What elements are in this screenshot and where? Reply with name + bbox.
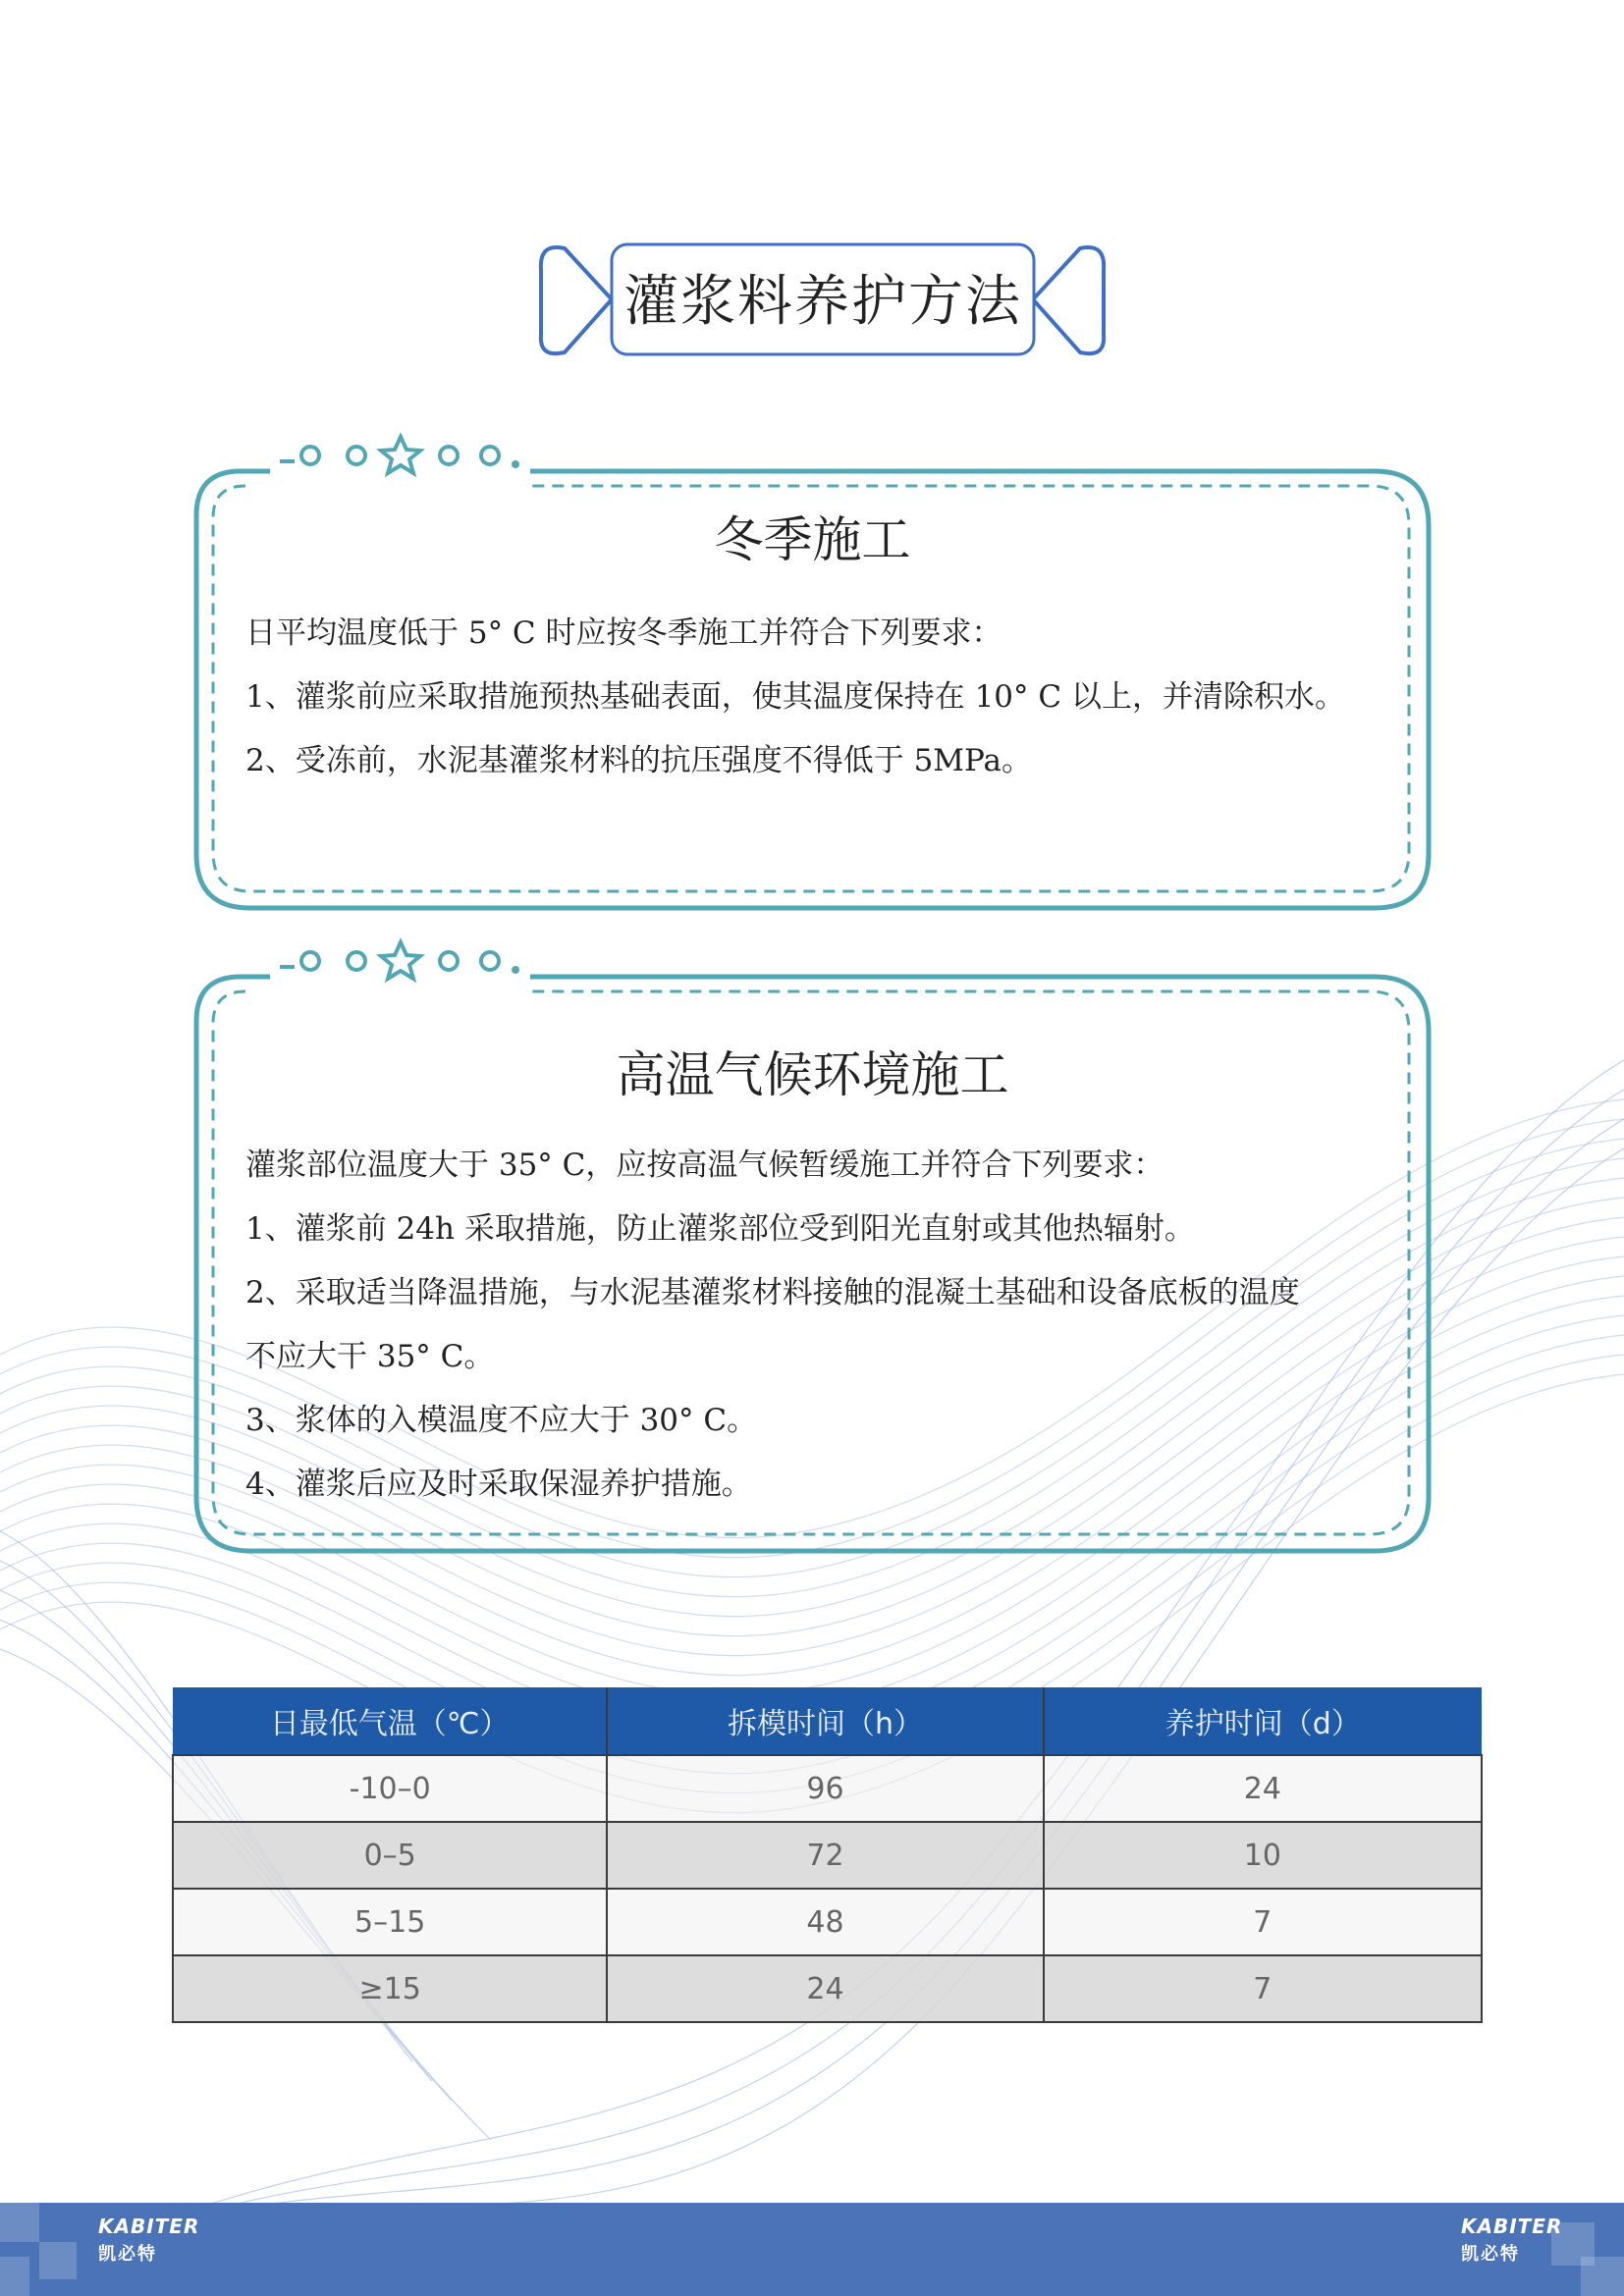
text-line: 不应大干 35° C。 bbox=[245, 1339, 495, 1374]
text-line: 2、采取适当降温措施，与水泥基灌浆材料接触的混凝土基础和设备底板的温度 bbox=[245, 1275, 1300, 1310]
footer-decor-square bbox=[0, 2203, 39, 2242]
company-logo-left bbox=[98, 2215, 199, 2266]
table-cell: 10 bbox=[1044, 1822, 1482, 1889]
column-header: 拆模时间（h） bbox=[607, 1687, 1043, 1755]
winter-construction-card bbox=[191, 432, 1434, 913]
table-cell: 24 bbox=[1044, 1755, 1482, 1822]
text-line: 2、受冻前，水泥基灌浆材料的抗压强度不得低于 5MPa。 bbox=[245, 743, 1032, 778]
table-row bbox=[173, 1755, 1482, 1822]
table-cell: 24 bbox=[607, 1955, 1043, 2022]
table-cell: ≥15 bbox=[173, 1955, 607, 2022]
table-cell: 5–15 bbox=[173, 1889, 607, 1955]
card-title: 冬季施工 bbox=[714, 511, 911, 568]
table-cell: 7 bbox=[1044, 1955, 1482, 2022]
logo-en-text: KABITER bbox=[98, 2215, 200, 2238]
company-logo-right bbox=[1461, 2215, 1562, 2266]
table-cell: -10–0 bbox=[173, 1755, 607, 1822]
logo-cn-text: 凯必特 bbox=[1461, 2244, 1520, 2265]
title-banner bbox=[535, 240, 1110, 363]
table-cell: 96 bbox=[607, 1755, 1043, 1822]
text-line: 3、浆体的入模温度不应大于 30° C。 bbox=[245, 1403, 758, 1438]
table-cell: 48 bbox=[607, 1889, 1043, 1955]
text-line: 4、灌浆后应及时采取保湿养护措施。 bbox=[245, 1467, 752, 1502]
decorative-dots-star bbox=[280, 437, 517, 473]
card-title: 高温气候环境施工 bbox=[616, 1046, 1009, 1103]
logo-cn-text: 凯必特 bbox=[98, 2244, 157, 2265]
card-body bbox=[245, 1134, 1394, 1517]
table-row bbox=[173, 1822, 1482, 1889]
table-cell: 72 bbox=[607, 1822, 1043, 1889]
column-header: 养护时间（d） bbox=[1044, 1687, 1482, 1755]
footer-decor-square bbox=[39, 2242, 77, 2279]
column-header: 日最低气温（℃） bbox=[173, 1687, 607, 1755]
text-line: 灌浆部位温度大于 35° C，应按高温气候暂缓施工并符合下列要求： bbox=[245, 1148, 1164, 1183]
footer-decor-square bbox=[1581, 2257, 1624, 2296]
footer-bar bbox=[0, 2203, 1624, 2296]
decorative-dots-star bbox=[280, 942, 517, 979]
high-temperature-card bbox=[191, 937, 1434, 1556]
page-title: 灌浆料养护方法 bbox=[623, 270, 1022, 334]
text-line: 日平均温度低于 5° C 时应按冬季施工并符合下列要求： bbox=[245, 615, 1002, 651]
card-body bbox=[245, 602, 1394, 793]
table-cell: 7 bbox=[1044, 1889, 1482, 1955]
table-header-row bbox=[173, 1687, 1482, 1755]
table-row bbox=[173, 1889, 1482, 1955]
logo-en-text: KABITER bbox=[1461, 2215, 1563, 2238]
curing-time-table bbox=[172, 1687, 1483, 2023]
text-line: 1、灌浆前应采取措施预热基础表面，使其温度保持在 10° C 以上，并清除积水。 bbox=[245, 679, 1345, 715]
footer-decor-square bbox=[0, 2257, 29, 2296]
text-line: 1、灌浆前 24h 采取措施，防止灌浆部位受到阳光直射或其他热辐射。 bbox=[245, 1211, 1195, 1247]
table-cell: 0–5 bbox=[173, 1822, 607, 1889]
table-row bbox=[173, 1955, 1482, 2022]
